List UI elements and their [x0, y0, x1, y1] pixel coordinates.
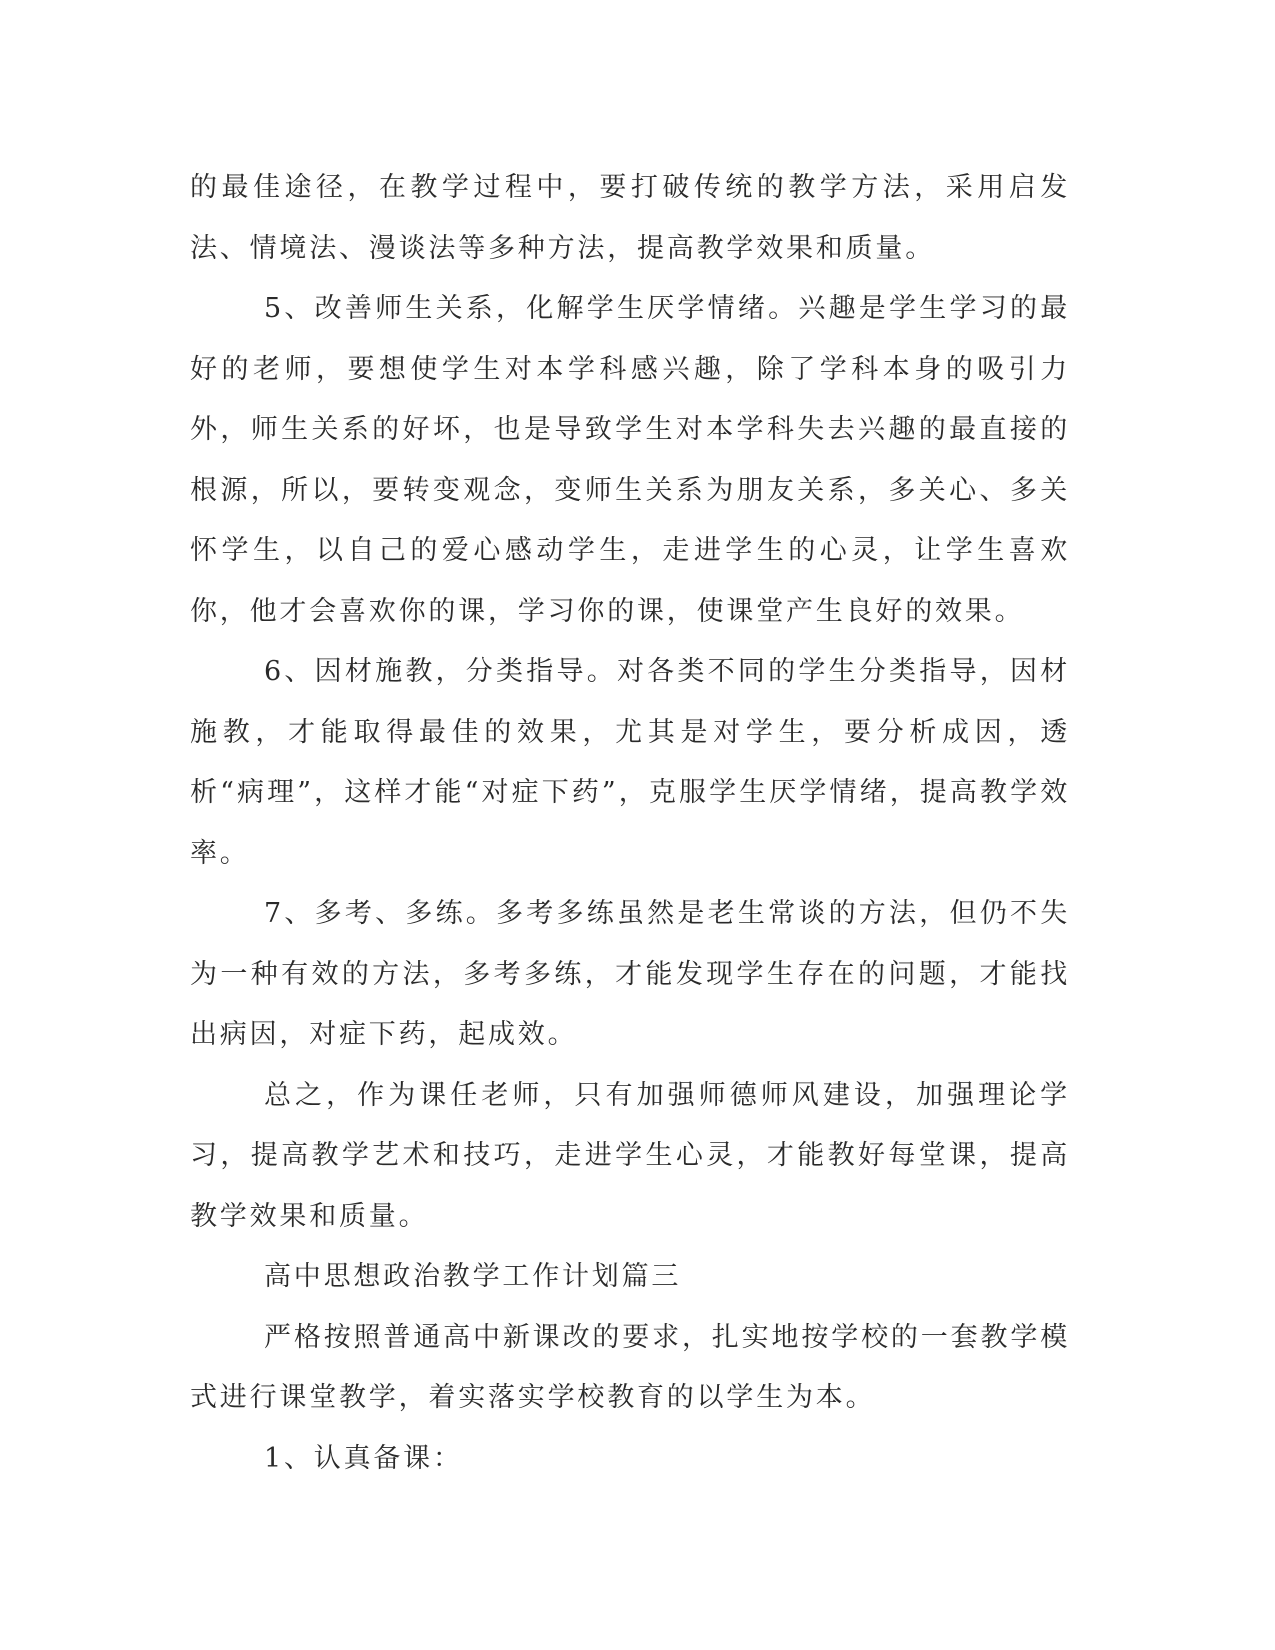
section-heading: 高中思想政治教学工作计划篇三: [264, 1261, 682, 1292]
paragraph-item-1: 1、认真备课：: [264, 1442, 463, 1474]
document-body: [190, 158, 1070, 1489]
paragraph-intro: 严格按照普通高中新课改的要求，扎实地按学校的一套教学模式进行课堂教学，着实落实学校教育的以学生为本。: [190, 1321, 1070, 1413]
paragraph-continuation: 的最佳途径，在教学过程中，要打破传统的教学方法，采用启发法、情境法、漫谈法等多种方法，提高教学效果和质量。: [190, 172, 1070, 264]
paragraph-summary: 总之，作为课任老师，只有加强师德师风建设，加强理论学习，提高教学艺术和技巧，走进学生心灵，才能教好每堂课，提高教学效果和质量。: [190, 1079, 1070, 1232]
paragraph-item-7: 7、多考、多练。多考多练虽然是老生常谈的方法，但仍不失为一种有效的方法，多考多练，才能发现学生存在的问题，才能找出病因，对症下药，起成效。: [190, 898, 1070, 1050]
paragraph-item-6: 6、因材施教，分类指导。对各类不同的学生分类指导，因材施教，才能取得最佳的效果，尤其是对学生，要分析成因，透析“病理”，这样才能“对症下药”，克服学生厌学情绪，提高教学效率。: [190, 656, 1070, 869]
paragraph-item-5: 5、改善师生关系，化解学生厌学情绪。兴趣是学生学习的最好的老师，要想使学生对本学科感兴趣，除了学科本身的吸引力外，师生关系的好坏，也是导致学生对本学科失去兴趣的最直接的根源，所以，要转变观念，变师生关系为朋友关系，多关心、多关怀学生，以自己的爱心感动学生，走进学生的心灵，让学生喜欢你，他才会喜欢你的课，学习你的课，使课堂产生良好的效果。: [190, 293, 1070, 627]
